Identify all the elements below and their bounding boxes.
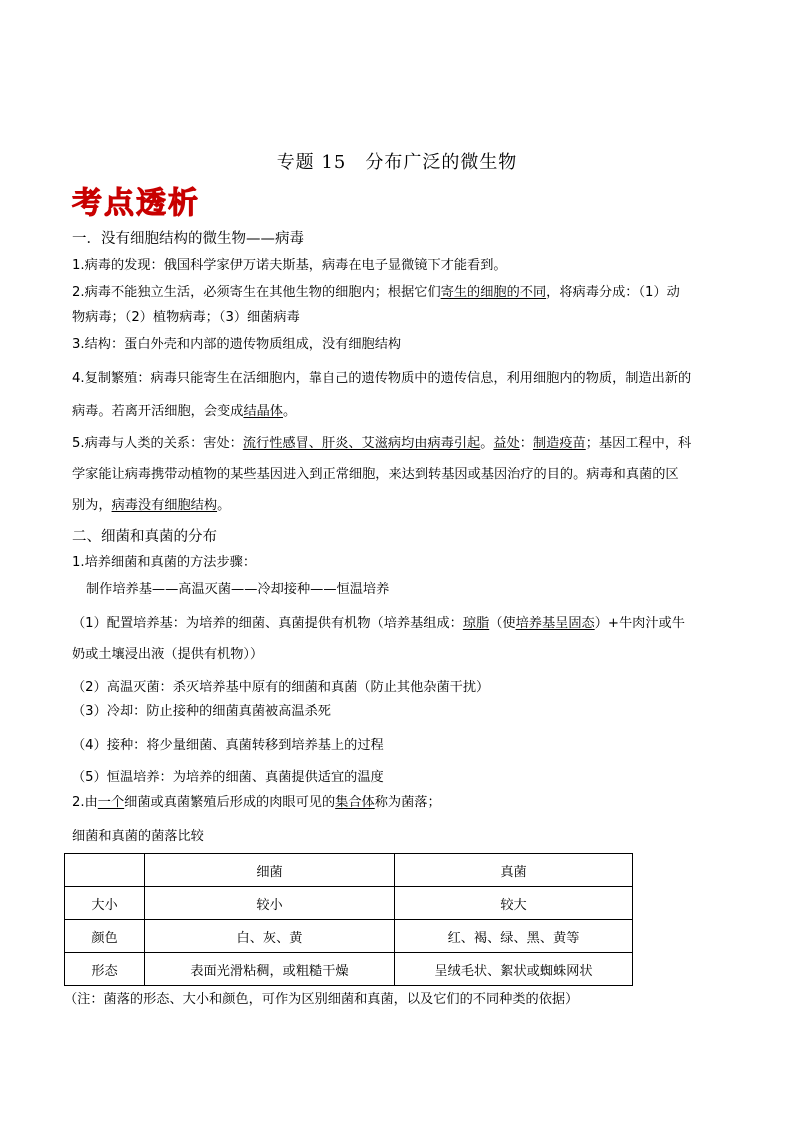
table-cell: 较大 <box>395 887 633 920</box>
s1-paragraph-4-line2: 病毒。若离开活细胞，会变成结晶体。 <box>72 404 297 419</box>
table-row <box>65 920 633 953</box>
underlined-term: 病毒没有细胞结构 <box>111 498 218 513</box>
s2-item-1-line2: 奶或土壤浸出液（提供有机物）） <box>72 647 264 662</box>
table-cell: 呈绒毛状、絮状或蜘蛛网状 <box>395 953 633 986</box>
table-cell: 形态 <box>65 953 145 986</box>
s2-colony-definition: 2.由一个细菌或真菌繁殖后形成的肉眼可见的集合体称为菌落； <box>72 795 441 810</box>
s2-steps-flow: 制作培养基——高温灭菌——冷却接种——恒温培养 <box>86 582 390 597</box>
underlined-term: 琼脂 <box>462 616 490 631</box>
s1-paragraph-2-line2: 物病毒；（2）植物病毒；（3）细菌病毒 <box>72 310 300 325</box>
table-header-cell: 真菌 <box>395 854 633 887</box>
s1-paragraph-2-line1: 2.病毒不能独立生活，必须寄生在其他生物的细胞内；根据它们寄生的细胞的不同，将病毒分成：（1）动 <box>72 285 680 300</box>
s2-item-3: （3）冷却：防止接种的细菌真菌被高温杀死 <box>72 704 331 719</box>
table-header-row <box>65 854 633 887</box>
table-header-cell: 细菌 <box>145 854 395 887</box>
table-header-cell <box>65 854 145 887</box>
underlined-term: 益处 <box>493 436 520 451</box>
s1-paragraph-5-line2: 学家能让病毒携带动植物的某些基因进入到正常细胞，来达到转基因或基因治疗的目的。病毒和真菌的区 <box>72 467 679 482</box>
s1-paragraph-4-line1: 4.复制繁殖：病毒只能寄生在活细胞内，靠自己的遗传物质中的遗传信息，利用细胞内的物质，制造出新的 <box>72 371 692 386</box>
s1-paragraph-5-line3: 别为，病毒没有细胞结构。 <box>72 498 231 513</box>
section1-heading: 一．没有细胞结构的微生物——病毒 <box>72 231 304 247</box>
table-cell: 颜色 <box>65 920 145 953</box>
s1-paragraph-5-line1: 5.病毒与人类的关系：害处：流行性感冒、肝炎、艾滋病均由病毒引起。益处：制造疫苗；基因工程中，科 <box>72 436 692 451</box>
table-caption: 细菌和真菌的菌落比较 <box>72 829 204 844</box>
table-note: （注：菌落的形态、大小和颜色，可作为区别细菌和真菌，以及它们的不同种类的依据） <box>64 992 579 1007</box>
s1-paragraph-1: 1.病毒的发现：俄国科学家伊万诺夫斯基，病毒在电子显微镜下才能看到。 <box>72 258 507 273</box>
s2-item-5: （5）恒温培养：为培养的细菌、真菌提供适宜的温度 <box>72 770 384 785</box>
s1-paragraph-3: 3.结构：蛋白外壳和内部的遗传物质组成，没有细胞结构 <box>72 337 402 352</box>
underlined-term: 培养基呈固态 <box>515 616 595 631</box>
table-row <box>65 953 633 986</box>
table-cell: 白、灰、黄 <box>145 920 395 953</box>
table-cell: 红、褐、绿、黑、黄等 <box>395 920 633 953</box>
table-cell: 表面光滑粘稠，或粗糙干燥 <box>145 953 395 986</box>
page-title: 专题 15 分布广泛的微生物 <box>276 152 518 173</box>
table-row <box>65 887 633 920</box>
s2-item-4: （4）接种：将少量细菌、真菌转移到培养基上的过程 <box>72 738 384 753</box>
s2-step-intro: 1.培养细菌和真菌的方法步骤： <box>72 555 257 570</box>
table-cell: 较小 <box>145 887 395 920</box>
underlined-term: 集合体 <box>335 795 375 810</box>
s2-item-1-line1: （1）配置培养基：为培养的细菌、真菌提供有机物（培养基组成：琼脂（使培养基呈固态）+牛肉汁或牛 <box>72 616 685 631</box>
table-cell: 大小 <box>65 887 145 920</box>
underlined-term: 一个 <box>97 795 125 810</box>
underlined-term: 寄生的细胞的不同 <box>440 285 547 300</box>
underlined-term: 流行性感冒、肝炎、艾滋病均由病毒引起 <box>242 436 481 451</box>
colony-comparison-table <box>64 853 633 986</box>
s2-item-2: （2）高温灭菌：杀灭培养基中原有的细菌和真菌（防止其他杂菌干扰） <box>72 680 490 695</box>
underlined-term: 制造疫苗 <box>532 436 586 451</box>
section2-heading: 二、细菌和真菌的分布 <box>72 529 217 545</box>
section-banner: 考点透析 <box>72 186 200 221</box>
underlined-term: 结晶体 <box>243 404 283 419</box>
